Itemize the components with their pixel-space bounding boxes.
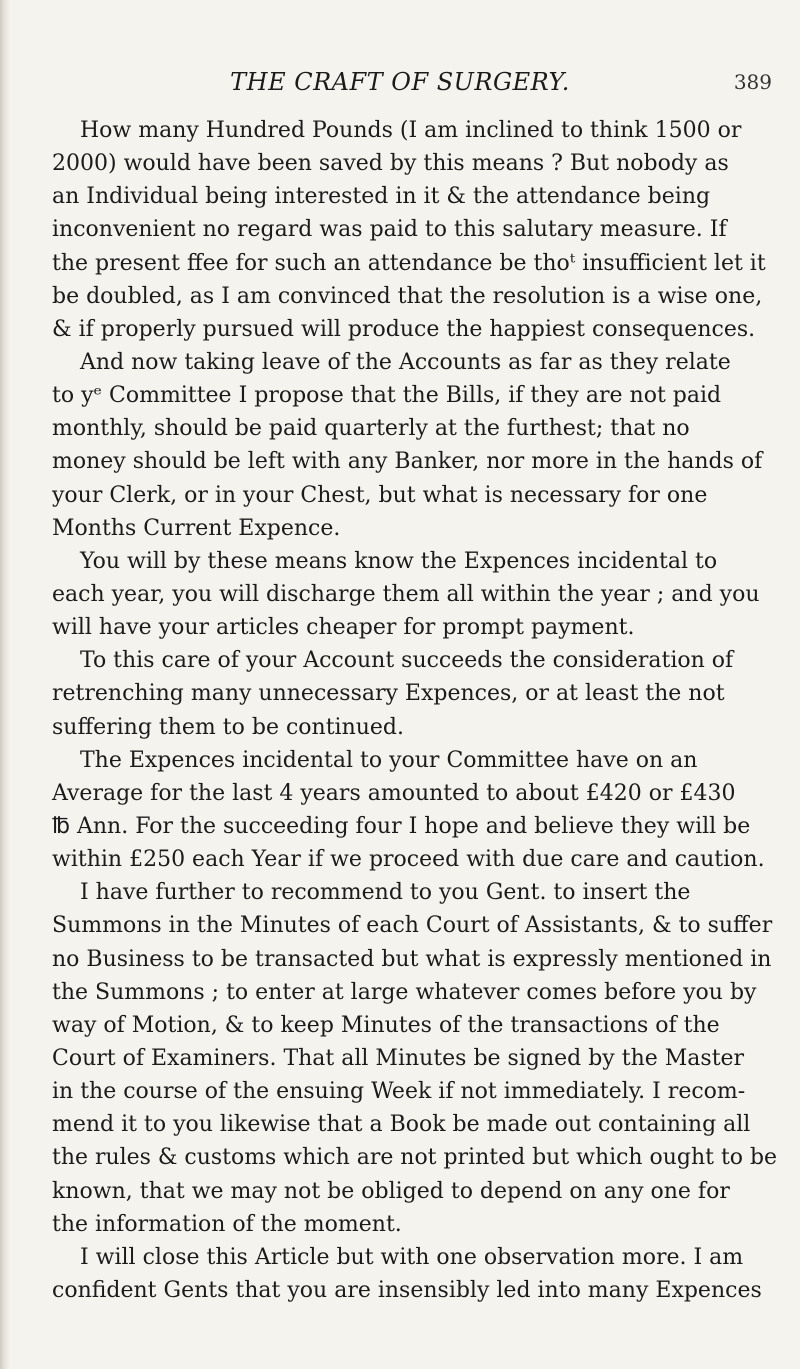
text-line: retrenching many unnecessary Expences, or at least the not: [52, 681, 725, 707]
text-line: I have further to recommend to you Gent. to insert the: [52, 880, 691, 906]
page-number: 389: [733, 70, 772, 94]
running-title: THE CRAFT OF SURGERY.: [230, 68, 570, 96]
text-line: Months Current Expence.: [52, 515, 341, 541]
text-line: no Business to be transacted but what is expressly mentioned in: [52, 946, 772, 972]
text-line: the Summons ; to enter at large whatever comes before you by: [52, 979, 757, 1005]
text-line: To this care of your Account succeeds the consideration of: [52, 648, 734, 674]
body-text: [52, 114, 777, 1307]
text-line: You will by these means know the Expences incidental to: [52, 548, 718, 574]
text-line: inconvenient no regard was paid to this salutary measure. If: [52, 217, 727, 243]
text-line: 2000) would have been saved by this means ? But nobody as: [52, 151, 729, 177]
page-gutter: [0, 0, 10, 1369]
text-line: an Individual being interested in it & the attendance being: [52, 184, 711, 210]
text-line: I will close this Article but with one observation more. I am: [52, 1244, 744, 1270]
text-line: confident Gents that you are insensibly led into many Expences: [52, 1277, 762, 1303]
text-line: the rules & customs which are not printed but which ought to be: [52, 1145, 778, 1171]
text-line: The Expences incidental to your Committee have on an: [52, 747, 698, 773]
text-line: the present ffee for such an attendance be thoᵗ insufficient let it: [52, 250, 766, 276]
text-line: mend it to you likewise that a Book be made out containing all: [52, 1112, 751, 1138]
text-line: And now taking leave of the Accounts as far as they relate: [52, 349, 731, 375]
text-line: Court of Examiners. That all Minutes be signed by the Master: [52, 1045, 745, 1071]
text-line: the information of the moment.: [52, 1211, 402, 1237]
text-line: monthly, should be paid quarterly at the furthest; that no: [52, 416, 690, 442]
text-line: each year, you will discharge them all within the year ; and you: [52, 581, 760, 607]
text-line: in the course of the ensuing Week if not immediately. I recom-: [52, 1079, 746, 1105]
text-line: suffering them to be continued.: [52, 714, 405, 740]
text-line: ℔ Ann. For the succeeding four I hope and believe they will be: [52, 813, 751, 839]
page-header: [0, 64, 800, 100]
text-line: will have your articles cheaper for prompt payment.: [52, 615, 635, 641]
text-line: money should be left with any Banker, nor more in the hands of: [52, 449, 763, 475]
text-line: Summons in the Minutes of each Court of Assistants, & to suffer: [52, 913, 773, 939]
text-line: your Clerk, or in your Chest, but what is necessary for one: [52, 482, 708, 508]
text-line: Average for the last 4 years amounted to about £420 or £430: [52, 780, 736, 806]
text-line: How many Hundred Pounds (I am inclined to think 1500 or: [52, 118, 742, 143]
text-line: known, that we may not be obliged to depend on any one for: [52, 1178, 730, 1204]
text-line: within £250 each Year if we proceed with due care and caution.: [52, 847, 765, 873]
text-line: way of Motion, & to keep Minutes of the transactions of the: [52, 1012, 720, 1038]
text-line: to yᵉ Committee I propose that the Bills, if they are not paid: [52, 383, 722, 409]
text-line: be doubled, as I am convinced that the resolution is a wise one,: [52, 283, 763, 309]
text-line: & if properly pursued will produce the happiest consequences.: [52, 316, 756, 342]
